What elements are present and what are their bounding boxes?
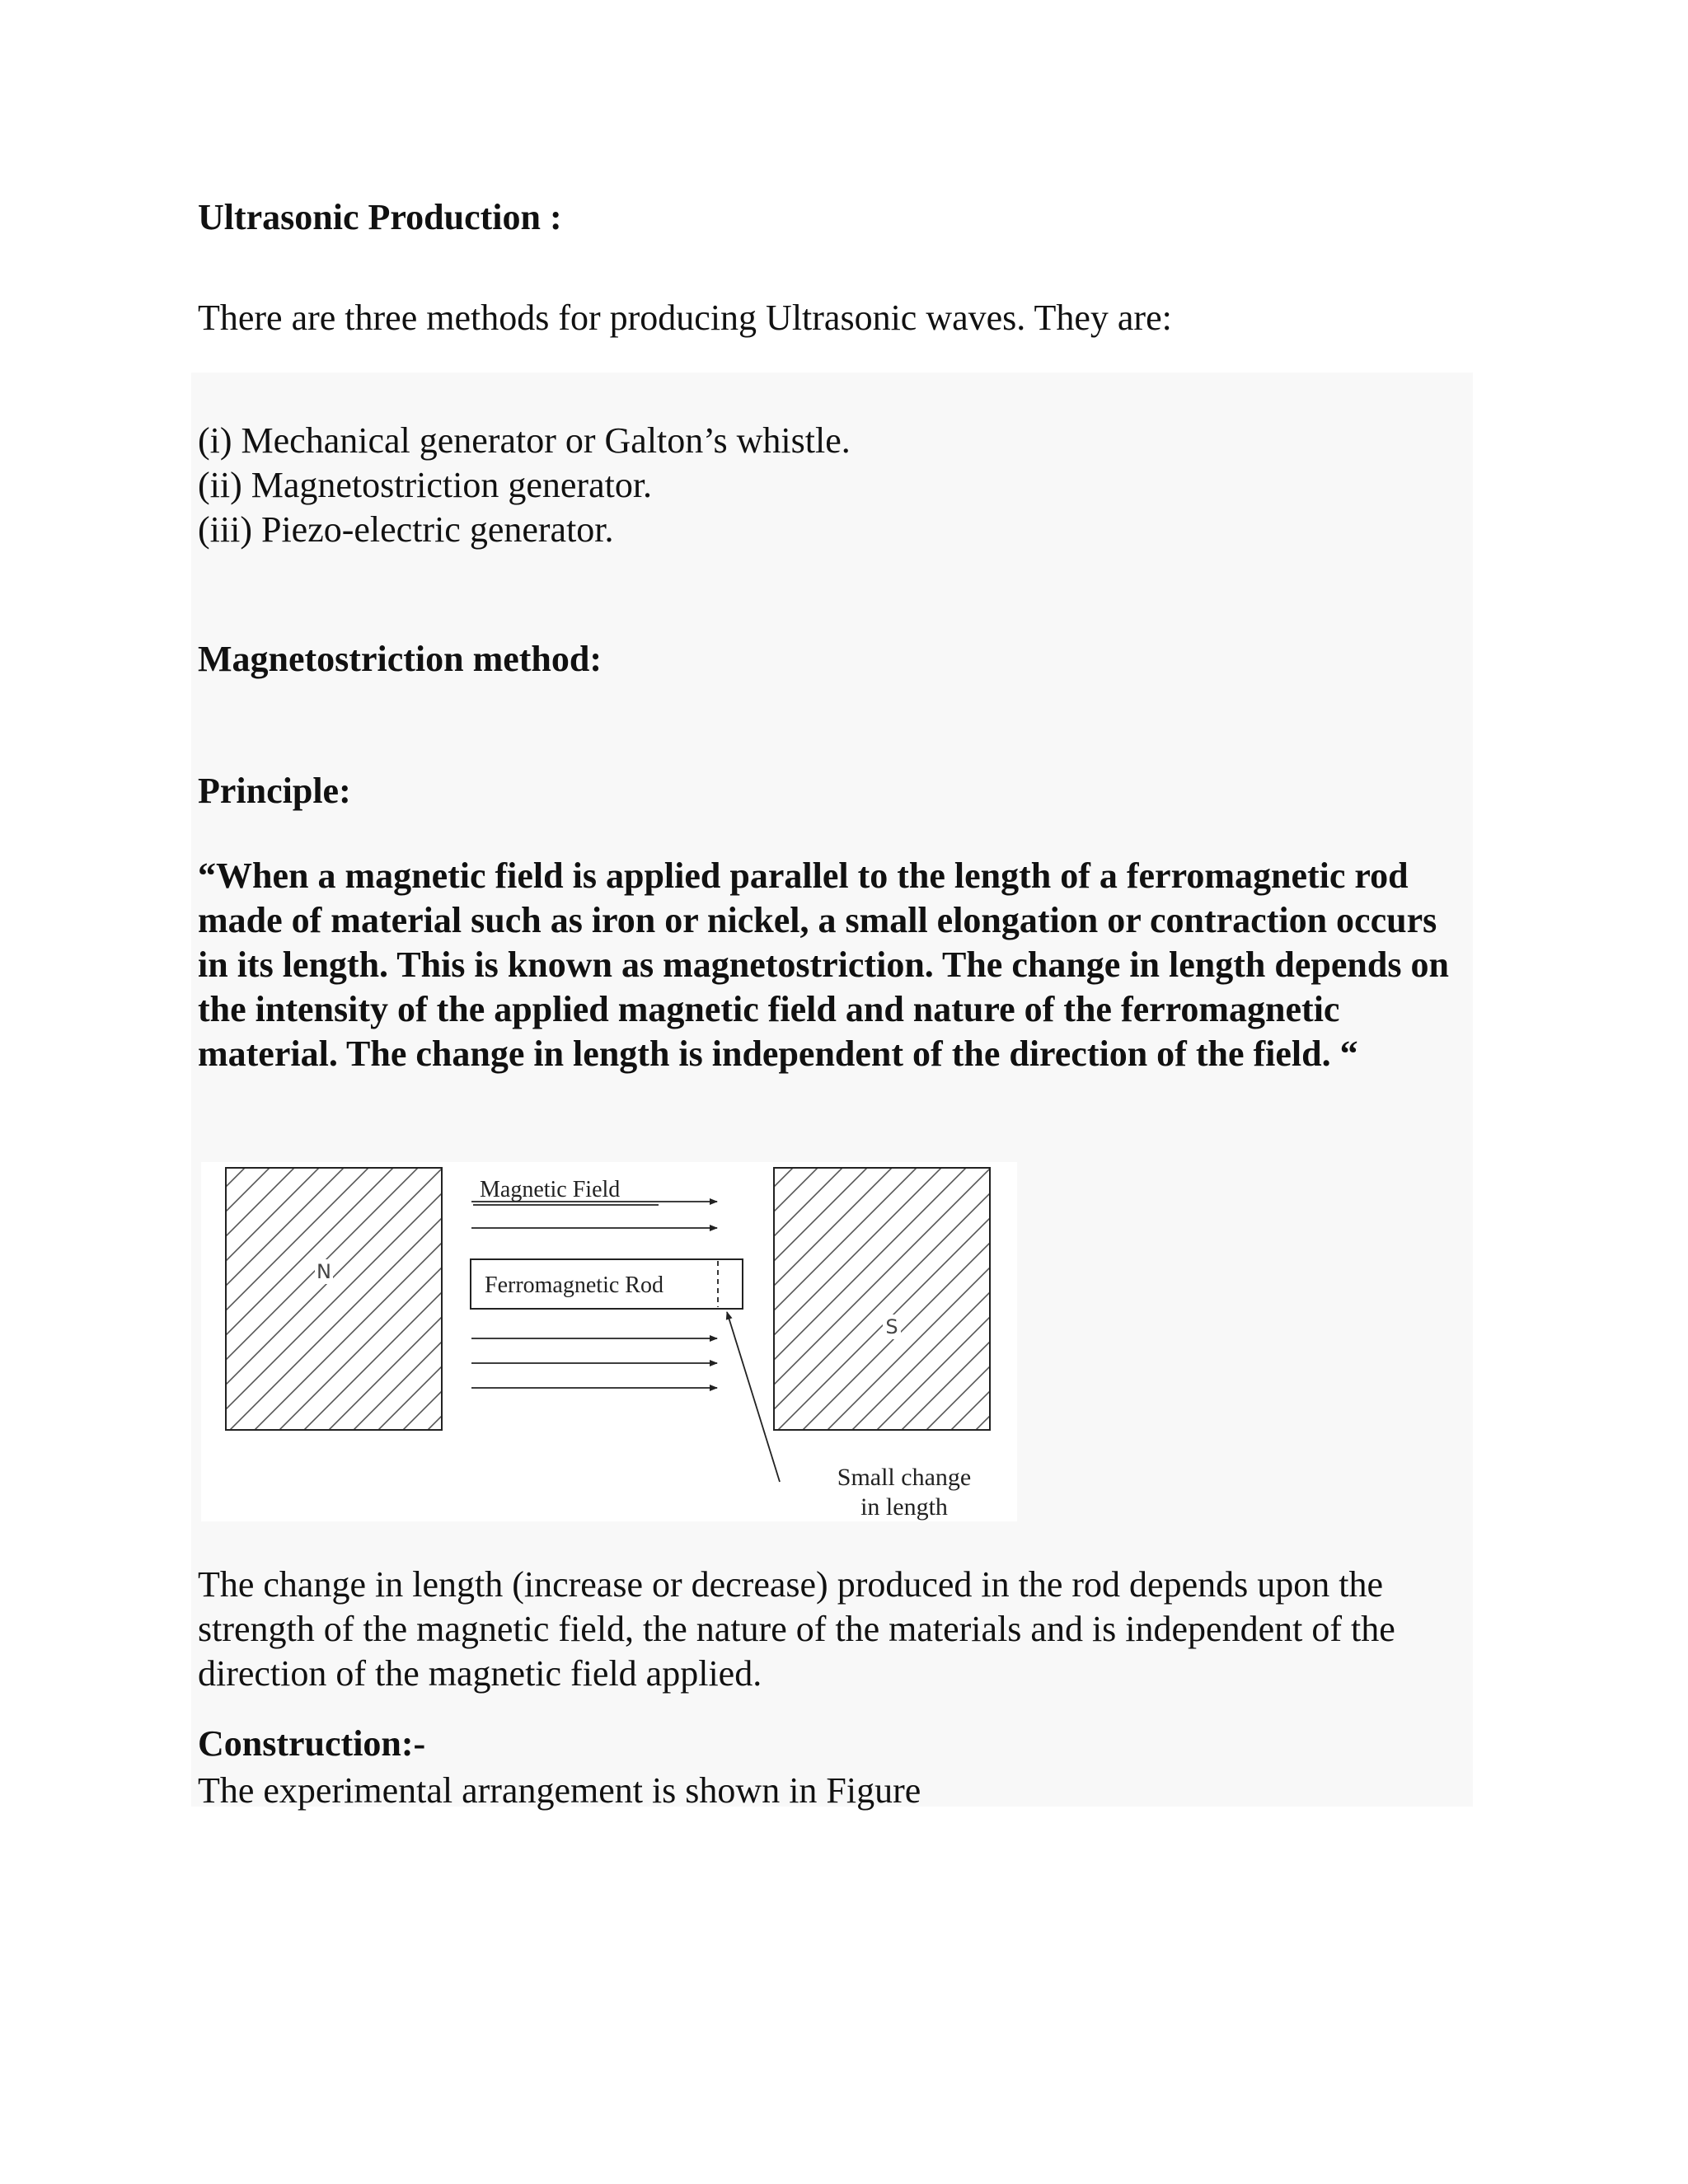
magnetostriction-heading: Magnetostriction method: xyxy=(198,639,603,679)
methods-list xyxy=(198,419,851,552)
construction-heading: Construction:- xyxy=(198,1723,426,1764)
magnetostriction-diagram xyxy=(201,1162,1017,1521)
principle-heading: Principle: xyxy=(198,771,351,811)
change-label-line2: in length xyxy=(860,1493,948,1521)
change-label-line1: Small change xyxy=(837,1464,972,1491)
list-item: (ii) Magnetostriction generator. xyxy=(198,465,653,505)
north-pole-label: N xyxy=(316,1260,331,1283)
principle-quote: “When a magnetic field is applied parallel to the length of a ferromagnetic rod made of material such as iron or nickel, a small elongation or contraction occurs in its length. This is known as magnetostriction. The change in length depends on the intensity of the applied magnetic field and nature of the ferromagnetic material. The change in length is independent of the direction of the field. “ xyxy=(198,855,1449,1074)
magnetic-field-label: Magnetic Field xyxy=(480,1177,621,1202)
list-item: (i) Mechanical generator or Galton’s whistle. xyxy=(198,420,851,461)
page-title: Ultrasonic Production : xyxy=(198,197,562,237)
list-item: (iii) Piezo-electric generator. xyxy=(198,509,614,550)
change-pointer-arrow xyxy=(727,1312,780,1482)
rod-label: Ferromagnetic Rod xyxy=(485,1272,663,1298)
construction-text: The experimental arrangement is shown in Figure xyxy=(198,1770,921,1811)
south-pole-label: S xyxy=(885,1315,898,1338)
magnetostriction-figure xyxy=(201,1162,1017,1521)
after-figure-text: The change in length (increase or decrease) produced in the rod depends upon the strength of the magnetic field, the nature of the materials and is independent of the direction of the magnetic field applied. xyxy=(198,1564,1395,1694)
intro-text: There are three methods for producing Ultrasonic waves. They are: xyxy=(198,298,1172,338)
ferromagnetic-rod xyxy=(471,1259,743,1309)
